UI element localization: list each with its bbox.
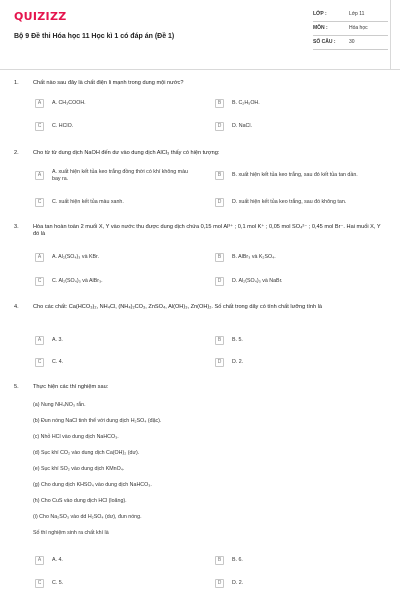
option-text: A. 4. — [52, 556, 63, 563]
question-3 — [14, 224, 389, 296]
option-text: B. 5. — [232, 336, 243, 343]
option-b[interactable] — [215, 166, 390, 185]
option-text: A. 3. — [52, 336, 63, 343]
experiment-item: (b) Đun nóng NaCl tinh thể với dung dịch H₂SO₄ (đặc). — [33, 418, 162, 424]
option-text: B. AlBr₃ và K₂SO₄. — [232, 253, 276, 260]
option-text: B. 6. — [232, 556, 243, 563]
option-text: C. 4. — [52, 358, 64, 365]
option-b[interactable] — [215, 251, 390, 263]
option-d[interactable] — [215, 196, 390, 208]
option-letter-box: B — [215, 171, 224, 180]
option-c[interactable] — [35, 577, 205, 589]
meta-row-count — [313, 36, 388, 50]
question-text: Chất nào sau đây là chất điện li mạnh trong dung mội nước? — [33, 80, 184, 86]
experiment-item: (h) Cho CuS vào dung dịch HCl (loãng). — [33, 498, 127, 504]
option-text: D. 2. — [232, 358, 244, 365]
page-header — [0, 0, 400, 70]
option-b[interactable] — [215, 554, 390, 566]
option-text: D. NaCl. — [232, 122, 253, 129]
option-letter-box: C — [35, 198, 44, 207]
option-letter-box: D — [215, 277, 224, 286]
question-number: 5. — [14, 384, 19, 390]
meta-value: Lớp 11 — [349, 11, 365, 18]
option-a[interactable] — [35, 334, 205, 346]
option-letter-box: C — [35, 277, 44, 286]
experiment-item: (g) Cho dung dịch KHSO₄ vào dung dịch NaHCO₃. — [33, 482, 152, 488]
meta-row-subject — [313, 22, 388, 36]
option-letter-box: C — [35, 358, 44, 367]
question-closing-text: Số thí nghiệm sinh ra chất khí là — [33, 530, 109, 536]
question-1 — [14, 80, 389, 140]
option-text: D. Al₂(SO₄)₃ và NaBr. — [232, 277, 283, 284]
meta-row-class — [313, 8, 388, 22]
meta-value: Hóa học — [349, 25, 368, 32]
option-d[interactable] — [215, 120, 390, 132]
option-d[interactable] — [215, 577, 390, 589]
option-letter-box: A — [35, 253, 44, 262]
option-letter-box: A — [35, 556, 44, 565]
option-letter-box: B — [215, 253, 224, 262]
option-a[interactable] — [35, 251, 205, 263]
quiz-meta — [313, 8, 388, 50]
option-c[interactable] — [35, 356, 205, 368]
experiment-item: (d) Sục khí CO₂ vào dung dịch Ca(OH)₂ (dư). — [33, 450, 140, 456]
experiment-item: (a) Nung NH₄NO₃ rắn. — [33, 402, 86, 408]
option-text: D. xuất hiện kết tủa keo trắng, sau đó không tan. — [232, 198, 347, 205]
option-letter-box: A — [35, 99, 44, 108]
option-b[interactable] — [215, 97, 390, 109]
option-text: A. Al₂(SO₄)₃ và KBr. — [52, 253, 99, 260]
option-text: C. HClO. — [52, 122, 74, 129]
option-letter-box: C — [35, 122, 44, 131]
question-text: Cho từ từ dung dịch NaOH đến dư vào dung dịch AlCl₃ thấy có hiện tượng: — [33, 150, 220, 156]
option-letter-box: C — [35, 579, 44, 588]
option-c[interactable] — [35, 120, 205, 132]
option-d[interactable] — [215, 275, 390, 287]
quizizz-logo: QUIZIZZ — [14, 10, 67, 23]
option-letter-box: D — [215, 198, 224, 207]
option-text: C. Al₂(SO₄)₃ và AlBr₃. — [52, 277, 103, 284]
question-number: 1. — [14, 80, 19, 86]
option-text: C. 5. — [52, 579, 64, 586]
meta-label: LỚP : — [313, 11, 327, 18]
option-text: A. CH₃COOH. — [52, 99, 86, 106]
option-a[interactable] — [35, 97, 205, 109]
question-number: 3. — [14, 224, 19, 230]
header-divider — [390, 0, 391, 70]
option-d[interactable] — [215, 356, 390, 368]
option-b[interactable] — [215, 334, 390, 346]
option-text: A. xuất hiện kết tủa keo trắng đồng thời có khí không màu bay ra. — [52, 168, 188, 182]
option-text: C. xuất hiện kết tủa màu xanh. — [52, 198, 124, 205]
meta-value: 30 — [349, 39, 355, 46]
meta-label: MÔN : — [313, 25, 328, 32]
option-letter-box: B — [215, 556, 224, 565]
option-letter-box: B — [215, 336, 224, 345]
question-text: Cho các chất: Ca(HCO₃)₂, NH₄Cl, (NH₄)₂CO₃, ZnSO₄, Al(OH)₃, Zn(OH)₂. Số chất trong dãy có tính chất lưỡng tính là — [33, 304, 323, 310]
question-2 — [14, 150, 389, 216]
meta-label: SỐ CÂU : — [313, 39, 336, 46]
question-number: 4. — [14, 304, 19, 310]
experiment-item: (i) Cho Na₂SO₃ vào dd H₂SO₄ (dư), đun nóng. — [33, 514, 142, 520]
option-text: B. xuất hiện kết tủa keo trắng, sau đó kết tủa tan dần. — [232, 172, 358, 179]
option-text: B. C₂H₅OH. — [232, 99, 260, 106]
option-a[interactable] — [35, 554, 205, 566]
option-letter-box: D — [215, 579, 224, 588]
document-title: Bộ 9 Đề thi Hóa học 11 Học kì 1 có đáp án (Đề 1) — [14, 33, 175, 40]
experiment-item: (e) Sục khí SO₂ vào dung dịch KMnO₄. — [33, 466, 125, 472]
experiment-item: (c) Nhỏ HCl vào dung dịch NaHCO₃. — [33, 434, 119, 440]
question-text: Hòa tan hoàn toàn 2 muối X, Y vào nước thu được dung dịch chứa 0,15 mol Al³⁺ ; 0,1 mol K⁺ ; 0,05 mol SO₄²⁻ ; 0,45 mol Br⁻. Hai muối X, Y đó là — [33, 224, 381, 237]
question-number: 2. — [14, 150, 19, 156]
option-a[interactable] — [35, 166, 205, 185]
option-c[interactable] — [35, 275, 205, 287]
option-letter-box: A — [35, 171, 44, 180]
option-letter-box: D — [215, 122, 224, 131]
question-text: Thực hiện các thí nghiệm sau: — [33, 384, 109, 390]
option-letter-box: B — [215, 99, 224, 108]
question-5 — [14, 384, 389, 596]
question-4 — [14, 304, 389, 374]
option-c[interactable] — [35, 196, 205, 208]
option-text: D. 2. — [232, 579, 244, 586]
option-letter-box: A — [35, 336, 44, 345]
option-letter-box: D — [215, 358, 224, 367]
